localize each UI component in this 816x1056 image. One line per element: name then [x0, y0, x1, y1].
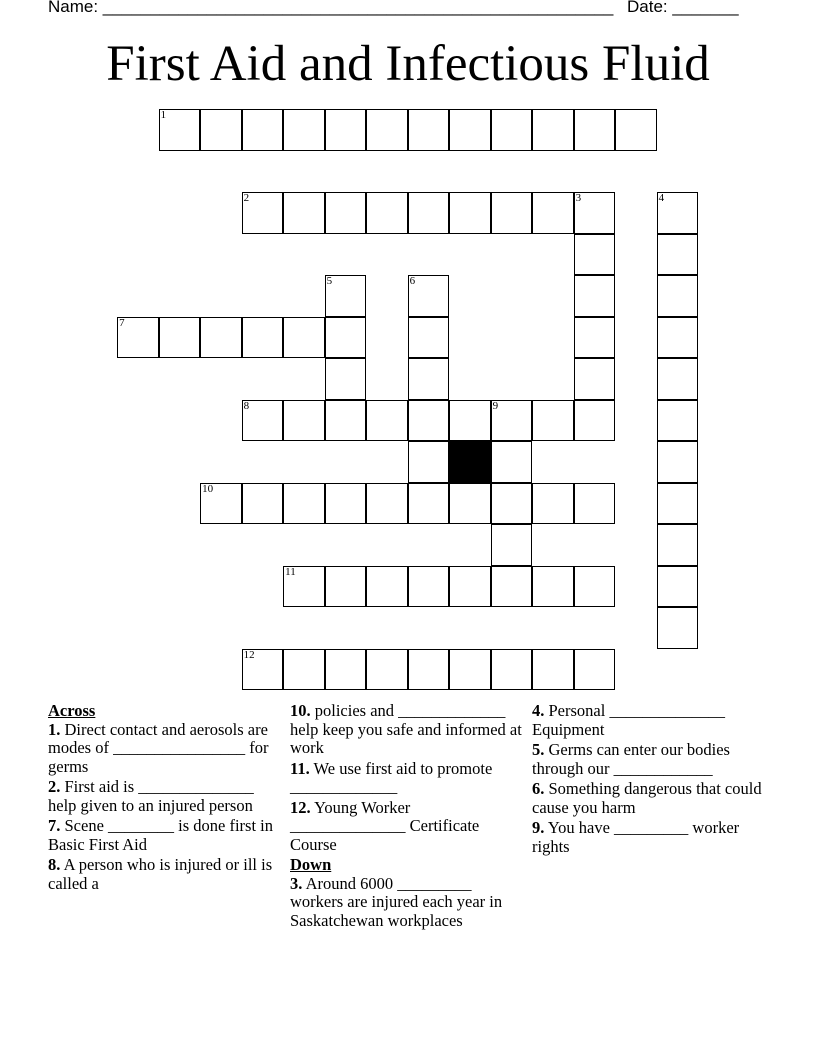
crossword-cell[interactable] [657, 400, 699, 442]
crossword-cell[interactable] [657, 524, 699, 566]
crossword-cell[interactable] [283, 317, 325, 359]
clue-number: 10. [290, 701, 311, 720]
crossword-cell[interactable] [615, 109, 657, 151]
crossword-cell[interactable] [283, 483, 325, 525]
page-title: First Aid and Infectious Fluid [106, 36, 710, 92]
crossword-cell[interactable] [491, 441, 533, 483]
crossword-cell[interactable] [242, 649, 284, 691]
crossword-cell[interactable] [449, 109, 491, 151]
clue-text: Young Worker ______________ Certificate Course [290, 797, 480, 854]
clue-column-3 [532, 702, 768, 858]
clue-number: 8 [243, 399, 250, 412]
clue-number: 7 [119, 316, 125, 329]
clue [48, 817, 284, 854]
crossword-cell[interactable] [242, 400, 284, 442]
clue-number: 6. [532, 779, 545, 798]
crossword-cell[interactable] [325, 109, 367, 151]
clue [532, 741, 768, 778]
crossword-cell[interactable] [574, 400, 616, 442]
clue-text: Around 6000 _________ workers are injured each year in Saskatchewan workplaces [290, 873, 503, 930]
crossword-cell[interactable] [574, 275, 616, 317]
crossword-cell[interactable] [657, 317, 699, 359]
crossword-cell[interactable] [574, 192, 616, 234]
clue-number: 4. [532, 701, 545, 720]
crossword-cell[interactable] [574, 483, 616, 525]
clue-number: 2 [243, 192, 250, 205]
clue-number: 5 [326, 275, 333, 288]
crossword-cell[interactable] [449, 400, 491, 442]
clue-number: 10 [202, 482, 214, 495]
crossword-cell[interactable] [491, 109, 533, 151]
clue-column-1 [48, 702, 284, 895]
crossword-cell[interactable] [532, 192, 574, 234]
down-heading: Down [290, 855, 332, 874]
crossword-cell[interactable] [657, 358, 699, 400]
clue [48, 778, 284, 815]
crossword-cell[interactable] [574, 234, 616, 276]
crossword-cell[interactable] [366, 649, 408, 691]
crossword-cell[interactable] [242, 192, 284, 234]
crossword-cell[interactable] [532, 400, 574, 442]
crossword-cell[interactable] [657, 607, 699, 649]
clue-number: 5. [532, 740, 545, 759]
crossword-cell[interactable] [325, 649, 367, 691]
clue [532, 819, 768, 856]
clue-number: 4 [658, 192, 665, 205]
crossword-cell[interactable] [657, 275, 699, 317]
clue-column-2 [290, 702, 526, 932]
crossword-cell[interactable] [574, 109, 616, 151]
crossword-cell[interactable] [449, 192, 491, 234]
crossword-cell[interactable] [283, 109, 325, 151]
clue-text: First aid is ______________ help given to an injured person [48, 777, 254, 815]
crossword-cell[interactable] [657, 483, 699, 525]
crossword-cell[interactable] [574, 358, 616, 400]
crossword-cell[interactable] [283, 566, 325, 608]
crossword-cell[interactable] [283, 649, 325, 691]
crossword-cell[interactable] [574, 566, 616, 608]
clue-number: 3 [575, 192, 582, 205]
crossword-cell[interactable] [242, 109, 284, 151]
crossword-cell[interactable] [242, 483, 284, 525]
clue [290, 702, 526, 758]
crossword-cell[interactable] [366, 566, 408, 608]
clue-number: 6 [409, 275, 416, 288]
clue-number: 12 [243, 648, 255, 661]
clue-text: Something dangerous that could cause you harm [532, 779, 762, 817]
clue-number: 8. [48, 855, 61, 874]
crossword-cell[interactable] [408, 400, 450, 442]
clue [290, 799, 526, 855]
crossword-cell[interactable] [117, 317, 159, 359]
clue [290, 760, 526, 797]
crossword-cell[interactable] [491, 400, 533, 442]
crossword-cell[interactable] [325, 566, 367, 608]
clue [532, 780, 768, 817]
clue-number: 2. [48, 777, 61, 796]
crossword-cell[interactable] [408, 649, 450, 691]
crossword-cell[interactable] [408, 441, 450, 483]
crossword-cell[interactable] [325, 483, 367, 525]
clue-number: 11 [285, 565, 296, 578]
crossword-cell[interactable] [408, 358, 450, 400]
clue-text: A person who is injured or ill is called a [48, 855, 273, 893]
crossword-cell[interactable] [532, 566, 574, 608]
clue [290, 875, 526, 931]
crossword-cell[interactable] [408, 317, 450, 359]
crossword-cell[interactable] [325, 400, 367, 442]
crossword-cell[interactable] [200, 483, 242, 525]
crossword-cell[interactable] [159, 317, 201, 359]
crossword-cell[interactable] [408, 566, 450, 608]
crossword-cell[interactable] [325, 317, 367, 359]
clue [532, 702, 768, 739]
clue-number: 9 [492, 399, 499, 412]
crossword-cell[interactable] [491, 649, 533, 691]
black-cell [449, 441, 491, 483]
crossword-cell[interactable] [532, 109, 574, 151]
clue-number: 9. [532, 818, 545, 837]
clue [48, 856, 284, 893]
crossword-cell[interactable] [325, 358, 367, 400]
crossword-cell[interactable] [159, 109, 201, 151]
crossword-cell[interactable] [283, 400, 325, 442]
clue-text: Personal ______________ Equipment [532, 701, 725, 739]
crossword-cell[interactable] [657, 441, 699, 483]
across-heading: Across [48, 701, 96, 720]
crossword-cell[interactable] [449, 649, 491, 691]
crossword-cell[interactable] [366, 192, 408, 234]
clue-text: We use first aid to promote _____________ [290, 758, 493, 796]
crossword-cell[interactable] [366, 400, 408, 442]
clue-number: 1. [48, 719, 61, 739]
crossword-cell[interactable] [408, 483, 450, 525]
clue-number: 1 [160, 109, 167, 122]
crossword-cell[interactable] [366, 483, 408, 525]
crossword-cell[interactable] [449, 483, 491, 525]
crossword-cell[interactable] [491, 566, 533, 608]
crossword-cell[interactable] [200, 317, 242, 359]
clue-text: You have _________ worker rights [532, 818, 740, 856]
crossword-cell[interactable] [242, 317, 284, 359]
crossword-cell[interactable] [574, 649, 616, 691]
clue-text: Direct contact and aerosols are modes of ________________ for germs [48, 719, 269, 776]
crossword-cell[interactable] [325, 192, 367, 234]
crossword-cell[interactable] [408, 192, 450, 234]
clue [48, 721, 284, 777]
clue-text: Germs can enter our bodies through our ____________ [532, 740, 730, 778]
crossword-cell[interactable] [657, 192, 699, 234]
crossword-cell[interactable] [283, 192, 325, 234]
crossword-cell[interactable] [657, 566, 699, 608]
name-line: Name: ______________________________________________________ [48, 0, 614, 16]
crossword-cell[interactable] [449, 566, 491, 608]
crossword-cell[interactable] [366, 109, 408, 151]
crossword-cell[interactable] [408, 275, 450, 317]
crossword-cell[interactable] [574, 317, 616, 359]
date-line: Date: _______ [627, 0, 739, 16]
crossword-cell[interactable] [200, 109, 242, 151]
clue-number: 7. [48, 816, 61, 835]
crossword-cell[interactable] [657, 234, 699, 276]
clue-number: 12. [290, 797, 311, 817]
crossword-cell[interactable] [491, 483, 533, 525]
clue-number: 11. [290, 758, 310, 778]
clue-text: policies and _____________ help keep you safe and informed at work [290, 701, 522, 757]
crossword-cell[interactable] [408, 109, 450, 151]
crossword-cell[interactable] [491, 524, 533, 566]
clue-number: 3. [290, 873, 303, 893]
crossword-cell[interactable] [491, 192, 533, 234]
crossword-cell[interactable] [532, 649, 574, 691]
clue-text: Scene ________ is done first in Basic First Aid [48, 816, 274, 854]
crossword-cell[interactable] [532, 483, 574, 525]
crossword-cell[interactable] [325, 275, 367, 317]
